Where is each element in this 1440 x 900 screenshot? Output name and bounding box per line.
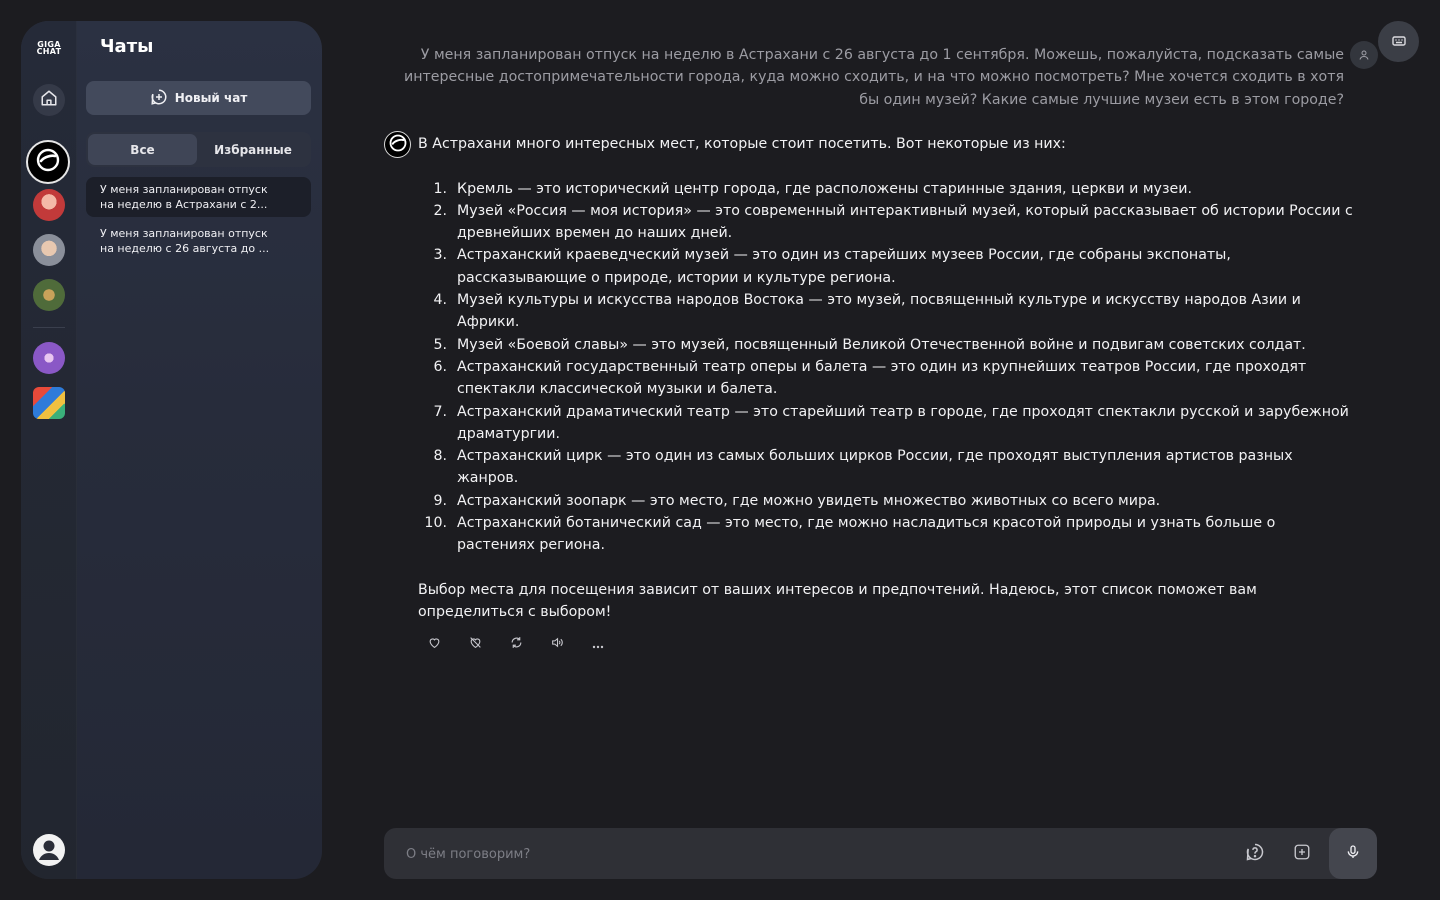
user-icon xyxy=(32,833,66,871)
speaker-icon xyxy=(550,634,564,653)
nav-rail xyxy=(21,21,77,879)
list-item-text: Музей «Боевой славы» — это музей, посвященный Великой Отечественной войне и подвигам советских солдат. xyxy=(457,336,1306,353)
microphone-icon xyxy=(1345,842,1361,866)
gigachat-logo-icon xyxy=(389,134,407,156)
list-item-number: 8. xyxy=(433,448,447,465)
bot-avatar xyxy=(384,131,411,158)
assistant-avatar-3[interactable] xyxy=(33,279,65,311)
list-item-number: 10. xyxy=(424,515,447,532)
assistant-avatar-1[interactable] xyxy=(33,189,65,221)
assistant-avatar-4[interactable] xyxy=(33,342,65,374)
tab-all[interactable]: Все xyxy=(88,134,197,165)
bot-list-item xyxy=(418,200,1353,245)
regenerate-button[interactable] xyxy=(509,636,523,650)
list-item-number: 4. xyxy=(433,292,447,309)
bot-list xyxy=(418,178,1353,557)
user-message: У меня запланирован отпуск на неделю в Астрахани с 26 августа до 1 сентября. Можешь, пожалуйста, подсказать самые интересные достопримечательности города, куда можно сходить, и на что можно посмотреть? Мне хочется сходить в хотя бы один музей? Какие самые лучшие музеи есть в этом городе? xyxy=(404,47,1344,108)
logo-text-bottom: CHAT xyxy=(36,47,62,56)
chats-title: Чаты xyxy=(100,36,154,57)
list-item-number: 5. xyxy=(433,336,447,353)
attach-button[interactable] xyxy=(1292,844,1312,864)
list-item-number: 2. xyxy=(433,202,447,219)
more-button[interactable] xyxy=(591,636,605,650)
plus-circle-icon xyxy=(150,88,168,109)
bot-list-item xyxy=(418,490,1353,512)
help-icon xyxy=(1245,842,1265,866)
rail-divider xyxy=(33,327,65,328)
list-item-number: 1. xyxy=(433,180,447,197)
bot-list-item xyxy=(418,178,1353,200)
home-icon xyxy=(40,89,58,111)
help-button[interactable] xyxy=(1245,844,1265,864)
attach-icon xyxy=(1293,843,1311,865)
list-item-number: 6. xyxy=(433,358,447,375)
regenerate-icon xyxy=(510,634,523,653)
list-item-text: Астраханский ботанический сад — это место, где можно насладиться красотой природы и узнать больше о растениях региона. xyxy=(457,515,1276,554)
chat-list-item[interactable] xyxy=(86,177,311,217)
like-icon xyxy=(428,634,441,653)
list-item-text: Астраханский краеведческий музей — это один из старейших музеев России, где собраны экспонаты, рассказывающие о природе, истории и культуре региона. xyxy=(457,247,1231,286)
user-icon xyxy=(1358,46,1370,65)
profile-button[interactable] xyxy=(33,836,65,868)
microphone-button[interactable] xyxy=(1329,828,1377,879)
chat-title-line1: У меня запланирован отпуск xyxy=(100,227,268,240)
list-item-text: Астраханский государственный театр оперы и балета — это один из крупнейших театров России, где проходят спектакли классической музыки и балета. xyxy=(457,358,1307,398)
bot-list-item xyxy=(418,512,1353,557)
list-item-text: Кремль — это исторический центр города, где расположены старинные здания, церкви и музеи. xyxy=(457,180,1192,197)
keyboard-button[interactable] xyxy=(1378,21,1419,62)
new-chat-label: Новый чат xyxy=(174,91,248,105)
gigachat-assistant-button[interactable] xyxy=(26,140,70,184)
bot-list-item xyxy=(418,244,1353,289)
gigachat-logo-icon xyxy=(36,148,60,176)
new-chat-button[interactable] xyxy=(86,81,311,115)
assistant-avatar-2[interactable] xyxy=(33,234,65,266)
message-actions xyxy=(427,636,605,650)
like-button[interactable] xyxy=(427,636,441,650)
bot-list-item xyxy=(418,356,1353,401)
bot-list-item xyxy=(418,289,1353,334)
list-item-number: 7. xyxy=(433,403,447,420)
bot-message xyxy=(418,133,1353,624)
bot-outro: Выбор места для посещения зависит от ваших интересов и предпочтений. Надеюсь, этот список поможет вам определиться с выбором! xyxy=(418,581,1257,621)
tab-favorites[interactable]: Избранные xyxy=(214,142,292,157)
bot-list-item xyxy=(418,445,1353,490)
list-item-number: 3. xyxy=(433,247,447,264)
chat-title-line2: на неделю в Астрахани с 2... xyxy=(100,198,268,211)
more-icon xyxy=(592,634,604,653)
sidebar xyxy=(21,21,322,879)
chat-list-item[interactable] xyxy=(86,221,311,261)
bot-list-item xyxy=(418,334,1353,356)
gigachat-logo[interactable] xyxy=(33,41,65,55)
list-item-text: Астраханский цирк — это один из самых больших цирков России, где проходят выступления артистов разных жанров. xyxy=(457,448,1293,487)
bot-list-item xyxy=(418,401,1353,446)
bot-intro: В Астрахани много интересных мест, которые стоит посетить. Вот некоторые из них: xyxy=(418,136,1066,152)
list-item-text: Музей «Россия — моя история» — это современный интерактивный музей, который рассказывает об истории России с древнейших времен до наших дней. xyxy=(457,202,1353,242)
list-item-text: Музей культуры и искусства народов Востока — это музей, посвященный культуре и искусству народов Азии и Африки. xyxy=(457,292,1301,331)
message-composer xyxy=(384,828,1377,879)
home-button[interactable] xyxy=(33,84,65,116)
message-input[interactable] xyxy=(404,828,1228,881)
chat-filter-tabs xyxy=(86,132,311,167)
list-item-number: 9. xyxy=(433,492,447,509)
logo-text-top: GIGA xyxy=(37,40,61,49)
dislike-icon xyxy=(469,634,482,653)
chat-title-line1: У меня запланирован отпуск xyxy=(100,183,268,196)
user-avatar xyxy=(1350,41,1378,69)
speak-button[interactable] xyxy=(550,636,564,650)
list-item-text: Астраханский зоопарк — это место, где можно увидеть множество животных со всего мира. xyxy=(457,492,1161,509)
chat-title-line2: на неделю с 26 августа до ... xyxy=(100,242,270,255)
keyboard-icon xyxy=(1392,32,1406,51)
assistant-avatar-5[interactable] xyxy=(33,387,65,419)
dislike-button[interactable] xyxy=(468,636,482,650)
list-item-text: Астраханский драматический театр — это старейший театр в городе, где проходят спектакли русской и зарубежной драматургии. xyxy=(457,403,1349,442)
